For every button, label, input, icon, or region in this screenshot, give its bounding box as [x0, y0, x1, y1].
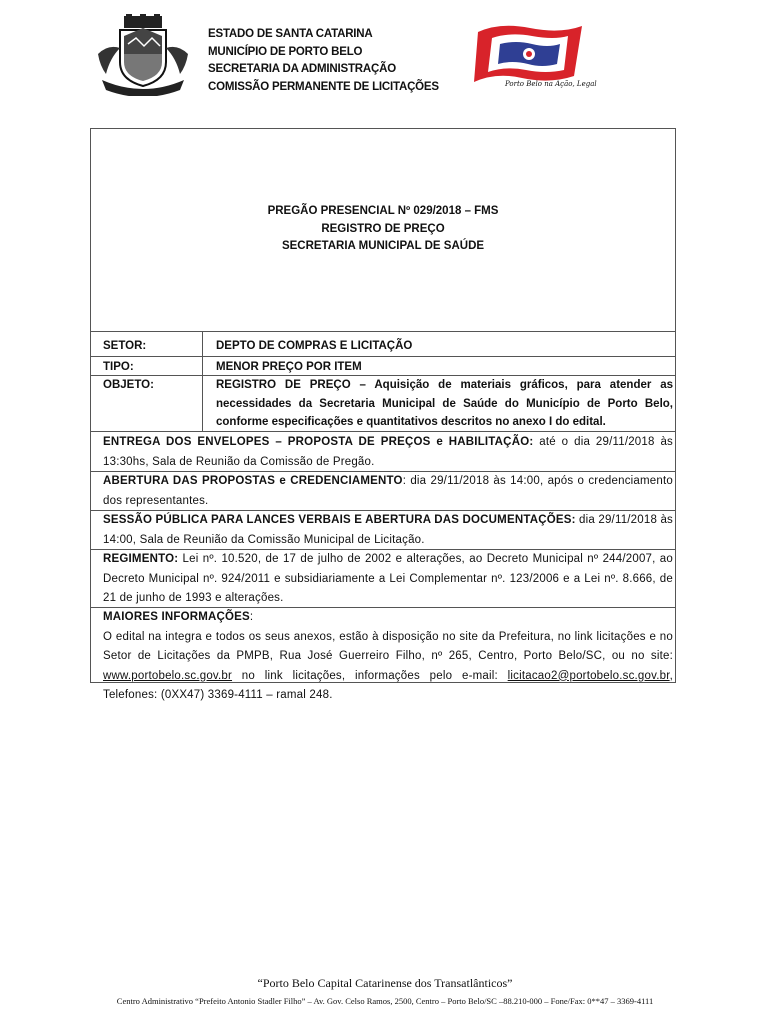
objeto-label: OBJETO:	[103, 379, 154, 391]
sessao-paragraph	[103, 511, 673, 550]
footer-slogan: “Porto Belo Capital Catarinense dos Transatlânticos”	[257, 976, 513, 990]
entrega-paragraph	[103, 433, 673, 472]
footer-address: Centro Administrativo “Prefeito Antonio Stadler Filho” – Av. Gov. Celso Ramos, 2500, Centro – Porto Belo/SC –88.210-000 – Fone/Fax: 0**47 – 3369-4111	[116, 996, 654, 1006]
regimento-label: REGIMENTO:	[103, 553, 179, 565]
divider	[91, 431, 675, 432]
maiores-text-3: , Telefones: (0XX47) 3369-4111 – ramal 248.	[103, 669, 673, 701]
maiores-paragraph	[103, 608, 673, 706]
header-institution	[208, 26, 439, 96]
maiores-text-1: O edital na integra e todos os seus anexos, estão à disposição no site da Prefeitura, no link licitações e no Setor de Licitações da PMPB, Rua José Guerreiro Filho, nº 265, Centro, Porto Belo/SC, ou no site:	[103, 630, 673, 662]
maiores-colon: :	[249, 611, 254, 623]
title-line-2: REGISTRO DE PREÇO	[321, 222, 445, 235]
divider	[91, 356, 675, 357]
entrega-label: ENTREGA DOS ENVELOPES – PROPOSTA DE PREÇOS e HABILITAÇÃO:	[103, 436, 534, 448]
sessao-label: SESSÃO PÚBLICA PARA LANCES VERBAIS E ABERTURA DAS DOCUMENTAÇÕES:	[103, 514, 576, 526]
setor-label: SETOR:	[103, 340, 147, 352]
entrega-text: até o dia 29/11/2018 às 13:30hs, Sala de Reunião da Comissão de Pregão.	[103, 436, 673, 468]
notice-box	[90, 128, 676, 701]
abertura-label: ABERTURA DAS PROPOSTAS e CREDENCIAMENTO	[103, 475, 403, 487]
header-commission: COMISSÃO PERMANENTE DE LICITAÇÕES	[208, 80, 439, 93]
setor-value: DEPTO DE COMPRAS E LICITAÇÃO	[216, 340, 413, 352]
site-link[interactable]: www.portobelo.sc.gov.br	[103, 669, 233, 682]
maiores-label: MAIORES INFORMAÇÕES	[103, 611, 250, 623]
column-divider	[202, 331, 203, 431]
flag-caption: Porto Belo na Ação, Legal	[505, 80, 597, 88]
header-municipality: MUNICÍPIO DE PORTO BELO	[208, 45, 363, 58]
maiores-text-2: no link licitações, informações pelo e-mail:	[232, 669, 508, 682]
regimento-paragraph	[103, 550, 673, 609]
header-state: ESTADO DE SANTA CATARINA	[208, 28, 373, 40]
title-line-1: PREGÃO PRESENCIAL Nº 029/2018 – FMS	[267, 205, 499, 217]
abertura-text: : dia 29/11/2018 às 14:00, após o credenciamento dos representantes.	[103, 475, 673, 507]
tipo-value: MENOR PREÇO POR ITEM	[216, 361, 362, 373]
regimento-text: Lei nº. 10.520, de 17 de julho de 2002 e alterações, ao Decreto Municipal nº 244/2007, ao Decreto Municipal nº. 924/2011 e subsidiariamente a Lei Complementar nº. 123/2006 e a Lei nº. 8.666, de 21 de junho de 1993 e alterações.	[103, 553, 673, 604]
tipo-label: TIPO:	[103, 361, 134, 373]
coat-of-arms-icon	[94, 14, 192, 96]
objeto-value: REGISTRO DE PREÇO – Aquisição de materiais gráficos, para atender as necessidades da Secretaria Municipal de Saúde do Município de Porto Belo, conforme especificações e quantitativos descritos no anexo I do edital.	[216, 379, 673, 428]
divider	[91, 331, 675, 332]
abertura-paragraph	[103, 472, 673, 511]
title-line-3: SECRETARIA MUNICIPAL DE SAÚDE	[281, 240, 485, 252]
header-secretariat: SECRETARIA DA ADMINISTRAÇÃO	[208, 63, 396, 75]
notice-title	[91, 203, 675, 256]
email-link[interactable]: licitacao2@portobelo.sc.gov.br	[507, 669, 670, 682]
sessao-text: dia 29/11/2018 às 14:00, Sala de Reunião da Comissão Municipal de Licitação.	[103, 514, 674, 546]
